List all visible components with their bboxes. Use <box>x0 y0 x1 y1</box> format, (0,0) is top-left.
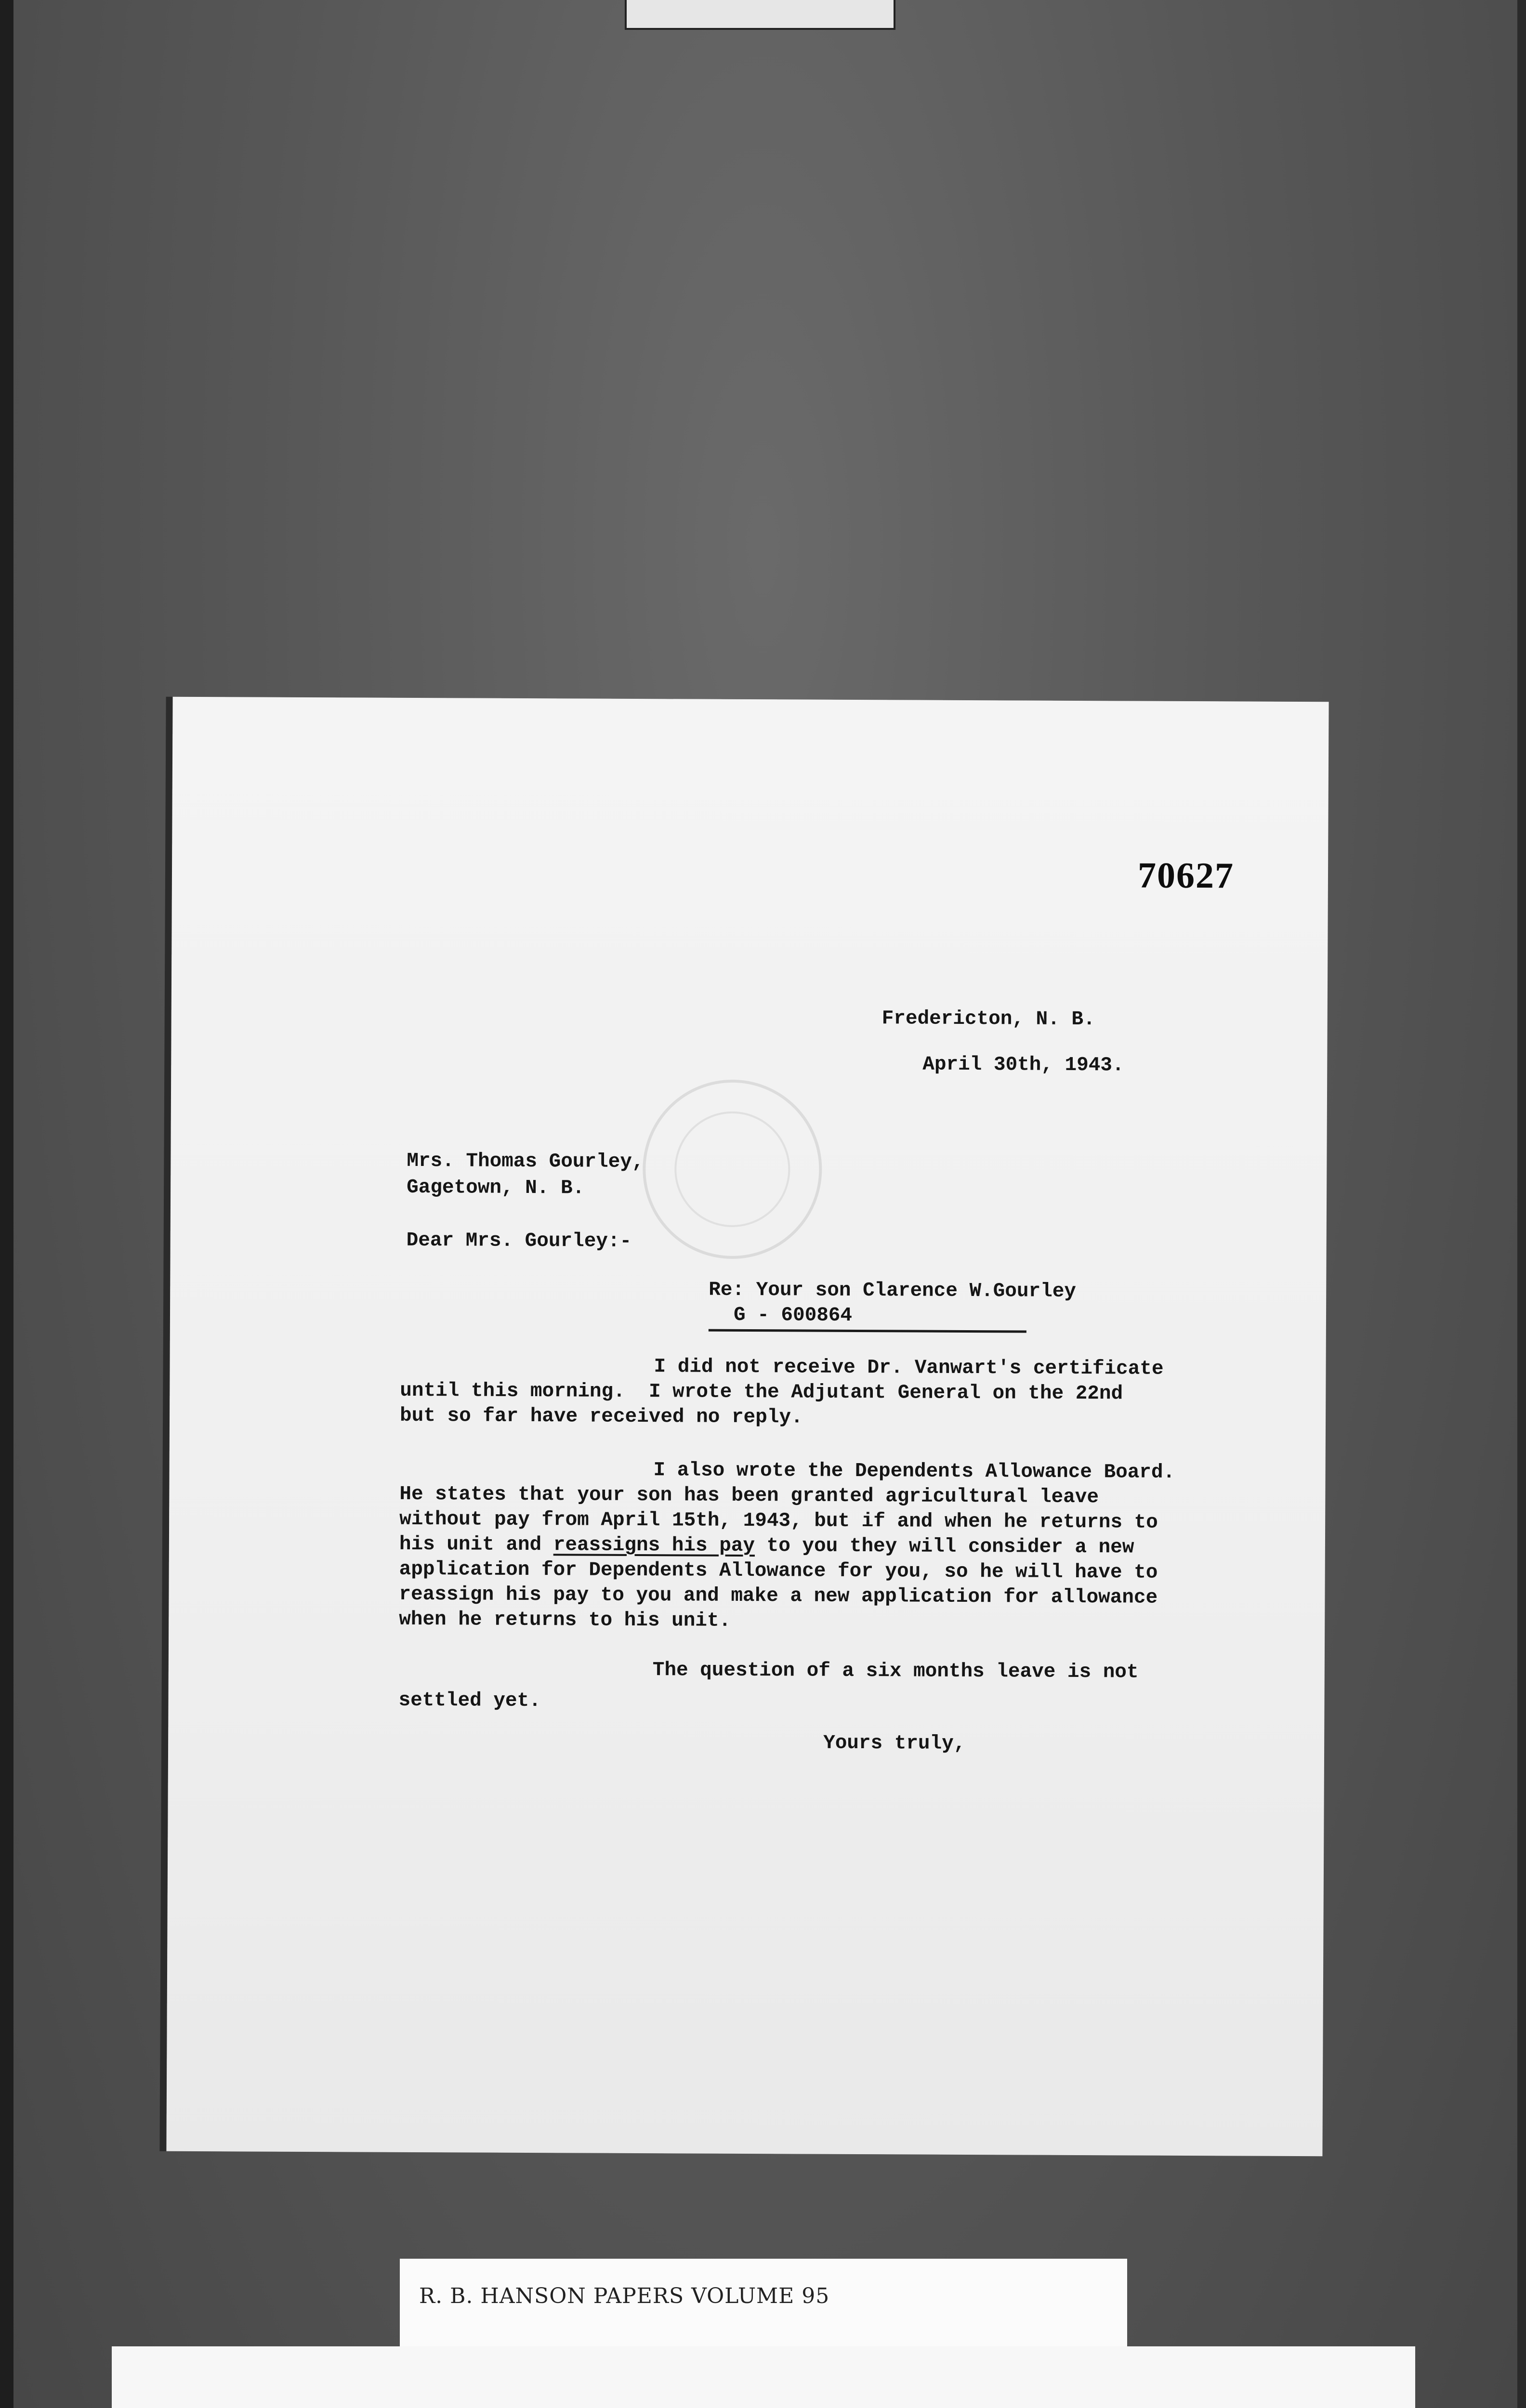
archive-card <box>112 2346 1415 2408</box>
addressee-place: Gagetown, N. B. <box>407 1176 585 1200</box>
letter-place: Fredericton, N. B. <box>881 1008 1095 1031</box>
re-number: G - 600864 <box>733 1304 853 1327</box>
salutation: Dear Mrs. Gourley:- <box>406 1229 632 1253</box>
paragraph-1-line-3: but so far have received no reply. <box>399 1404 803 1429</box>
paragraph-2-line-7: when he returns to his unit. <box>399 1608 731 1632</box>
paragraph-1-line-1: I did not receive Dr. Vanwart's certificate <box>654 1356 1164 1380</box>
paragraph-2-line-5: application for Dependents Allowance for you, so he will have to <box>399 1558 1158 1584</box>
p2-line4-a: his unit and <box>399 1533 553 1557</box>
document-number: 70627 <box>1137 855 1235 896</box>
paragraph-1-line-2: until this morning. I wrote the Adjutant General on the 22nd <box>400 1379 1123 1405</box>
re-line: Re: Your son Clarence W.Gourley <box>709 1279 1077 1303</box>
letter-page <box>166 697 1329 2156</box>
underlined-phrase: reassigns his pay <box>553 1534 755 1557</box>
paragraph-2-line-1: I also wrote the Dependents Allowance Board. <box>653 1459 1175 1484</box>
volume-label-text: R. B. HANSON PAPERS VOLUME 95 <box>419 2284 830 2308</box>
paragraph-2-line-6: reassign his pay to you and make a new application for allowance <box>399 1583 1158 1609</box>
letter-date: April 30th, 1943. <box>922 1053 1124 1077</box>
addressee-name: Mrs. Thomas Gourley, <box>407 1150 644 1174</box>
paragraph-3-line-2: settled yet. <box>398 1689 541 1713</box>
paragraph-3-line-1: The question of a six months leave is not <box>652 1659 1139 1684</box>
faint-stamp <box>643 1079 823 1259</box>
volume-label <box>400 2259 1127 2346</box>
p2-line4-b: to you they will consider a new <box>754 1535 1134 1559</box>
top-tab <box>625 0 895 30</box>
paragraph-2-line-2: He states that your son has been granted agricultural leave <box>399 1483 1099 1509</box>
film-edge-left <box>0 0 13 2408</box>
paragraph-2-line-3: without pay from April 15th, 1943, but if and when he returns to <box>399 1508 1158 1534</box>
closing: Yours truly, <box>823 1732 966 1755</box>
film-edge-right <box>1517 0 1526 2408</box>
reference-rule <box>709 1329 1026 1333</box>
